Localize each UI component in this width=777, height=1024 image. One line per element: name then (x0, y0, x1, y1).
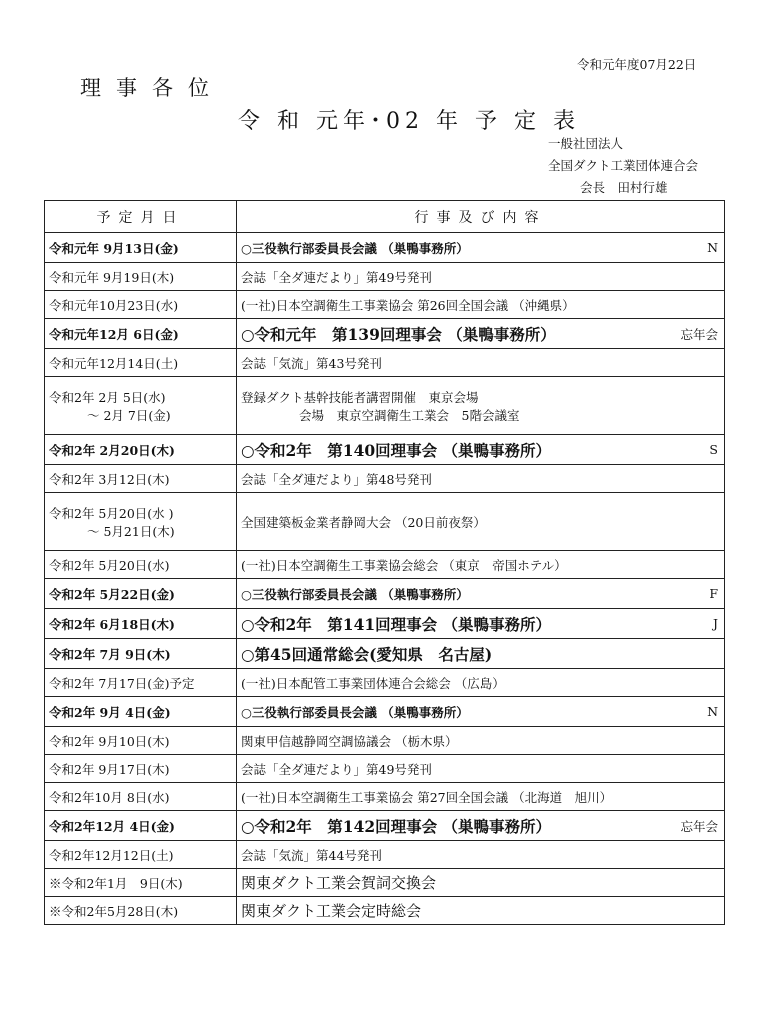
row-date-start: 令和2年 2月 5日(水) (49, 389, 166, 405)
row-event-lines (241, 788, 612, 806)
table-row (45, 609, 725, 639)
row-event-content (241, 643, 720, 665)
table-row (45, 811, 725, 841)
row-event (237, 291, 725, 319)
table-row (45, 579, 725, 609)
row-event-text: 会誌「全ダ連だより」第49号発刊 (241, 269, 432, 285)
row-event-text: ○三役執行部委員長会議 （巣鴨事務所） (241, 240, 469, 256)
row-event-text: 会誌「気流」第44号発刊 (241, 847, 382, 863)
row-event-content (241, 296, 720, 314)
row-event-lines (241, 439, 551, 461)
row-event-lines (241, 354, 382, 372)
table-row (45, 669, 725, 697)
row-event (237, 697, 725, 727)
row-mark: J (712, 616, 718, 631)
table-row (45, 233, 725, 263)
row-event-text: 会誌「全ダ連だより」第48号発刊 (241, 471, 432, 487)
row-date: 令和2年 5月22日(金) (45, 579, 237, 609)
row-event (237, 639, 725, 669)
row-date: 令和2年 2月20日(木) (45, 435, 237, 465)
row-mark: 忘年会 (680, 326, 718, 342)
row-event (237, 669, 725, 697)
table-row (45, 639, 725, 669)
row-event-content (241, 268, 720, 286)
row-event-text: 関東ダクト工業会定時総会 (241, 902, 422, 920)
document-title: 令 和 元年･02 年 予 定 表 (238, 109, 580, 134)
row-event (237, 609, 725, 639)
row-event-text: 関東甲信越静岡空調協議会 （栃木県） (241, 733, 458, 749)
row-event-content (241, 900, 720, 921)
row-date: ※令和2年1月 9日(木) (45, 869, 237, 897)
row-event-text: ○令和元年 第139回理事会 （巣鴨事務所） (241, 324, 556, 344)
row-event-lines (241, 846, 382, 864)
row-date: 令和2年 9月17日(木) (45, 755, 237, 783)
row-event-lines (241, 388, 519, 424)
row-event-content (241, 815, 720, 837)
row-event-lines (241, 323, 556, 345)
row-event (237, 897, 725, 925)
table-row (45, 755, 725, 783)
row-event-content (241, 556, 720, 574)
row-event-content (241, 613, 720, 635)
row-mark: F (709, 586, 718, 601)
row-event-content (241, 585, 720, 603)
table-row (45, 263, 725, 291)
row-event-text: 会誌「気流」第43号発刊 (241, 355, 382, 371)
table-row (45, 783, 725, 811)
table-row (45, 897, 725, 925)
schedule-rows (45, 233, 725, 925)
row-date: 令和元年12月 6日(金) (45, 319, 237, 349)
row-event (237, 579, 725, 609)
row-event-text: 登録ダクト基幹技能者講習開催 東京会場 (241, 389, 479, 405)
row-event (237, 493, 725, 551)
row-date (45, 377, 237, 435)
row-event-content (241, 732, 720, 750)
row-event-lines (241, 239, 469, 257)
row-event-content (241, 513, 720, 531)
row-event-text-2: 会場 東京空調衛生工業会 5階会議室 (299, 407, 520, 423)
row-event-text: ○三役執行部委員長会議 （巣鴨事務所） (241, 586, 469, 602)
row-event-lines (241, 268, 432, 286)
row-event (237, 841, 725, 869)
row-event-content (241, 674, 720, 692)
row-date: 令和2年 3月12日(木) (45, 465, 237, 493)
row-event (237, 233, 725, 263)
row-event-lines (241, 513, 486, 531)
row-event-text: ○第45回通常総会(愛知県 名古屋) (241, 644, 493, 664)
row-event (237, 263, 725, 291)
table-row (45, 841, 725, 869)
table-row (45, 319, 725, 349)
row-mark: N (707, 704, 718, 719)
row-date-end: ～ 2月 7日(金) (87, 407, 171, 423)
row-event (237, 727, 725, 755)
row-event-content (241, 760, 720, 778)
row-event-lines (241, 643, 492, 665)
row-event-text: ○令和2年 第141回理事会 （巣鴨事務所） (241, 614, 552, 634)
row-date: 令和2年 5月20日(水) (45, 551, 237, 579)
row-date: 令和2年10月 8日(水) (45, 783, 237, 811)
row-event-lines (241, 703, 469, 721)
row-event (237, 319, 725, 349)
table-row (45, 435, 725, 465)
recipient-heading: 理事各位 (80, 76, 224, 100)
table-row (45, 869, 725, 897)
row-event-lines (241, 815, 551, 837)
row-event (237, 755, 725, 783)
organization-block (548, 133, 698, 199)
row-mark: N (707, 240, 718, 255)
row-event-content (241, 846, 720, 864)
row-event-content (241, 323, 720, 345)
row-event-lines (241, 556, 567, 574)
row-event-text: ○令和2年 第142回理事会 （巣鴨事務所） (241, 816, 552, 836)
row-event-text: (一社)日本配管工事業団体連合会総会 （広島） (241, 675, 505, 691)
row-event-text: 全国建築板金業者静岡大会 （20日前夜祭） (241, 514, 486, 530)
row-event-lines (241, 470, 432, 488)
row-event-text: 関東ダクト工業会賀詞交換会 (241, 874, 437, 892)
table-header-row (45, 201, 725, 233)
row-date: 令和元年 9月19日(木) (45, 263, 237, 291)
row-event-content (241, 788, 720, 806)
row-date: 令和2年 9月10日(木) (45, 727, 237, 755)
row-mark: 忘年会 (680, 818, 718, 834)
row-event-content (241, 470, 720, 488)
row-date: 令和2年 7月17日(金)予定 (45, 669, 237, 697)
row-event-text: (一社)日本空調衛生工事業協会 第26回全国会議 （沖縄県） (241, 297, 575, 313)
org-chair: 会長 田村行雄 (580, 180, 668, 195)
row-date: 令和元年12月14日(土) (45, 349, 237, 377)
row-event-lines (241, 760, 432, 778)
row-event-lines (241, 732, 457, 750)
table-row (45, 349, 725, 377)
row-date-start: 令和2年 5月20日(水 ) (49, 505, 174, 521)
row-date: 令和2年 7月 9日(木) (45, 639, 237, 669)
table-row (45, 493, 725, 551)
row-date: 令和2年 9月 4日(金) (45, 697, 237, 727)
row-event-text: ○令和2年 第140回理事会 （巣鴨事務所） (241, 440, 552, 460)
row-event-text: (一社)日本空調衛生工事業協会 第27回全国会議 （北海道 旭川） (241, 789, 613, 805)
org-type: 一般社団法人 (548, 136, 624, 151)
table-row (45, 377, 725, 435)
row-event-text: ○三役執行部委員長会議 （巣鴨事務所） (241, 704, 469, 720)
row-event-lines (241, 585, 469, 603)
row-event-text: (一社)日本空調衛生工事業協会総会 （東京 帝国ホテル） (241, 557, 567, 573)
row-event (237, 551, 725, 579)
row-event (237, 811, 725, 841)
row-event-lines (241, 900, 421, 921)
row-date (45, 493, 237, 551)
row-date: 令和元年 9月13日(金) (45, 233, 237, 263)
table-row (45, 551, 725, 579)
row-date-end: ～ 5月21日(木) (87, 523, 175, 539)
row-date: ※令和2年5月28日(木) (45, 897, 237, 925)
schedule-table (44, 200, 725, 925)
row-event (237, 435, 725, 465)
row-event-content (241, 439, 720, 461)
org-name: 全国ダクト工業団体連合会 (548, 158, 699, 173)
row-event-content (241, 239, 720, 257)
row-date: 令和2年12月 4日(金) (45, 811, 237, 841)
table-row (45, 727, 725, 755)
row-event-lines (241, 674, 505, 692)
table-row (45, 291, 725, 319)
row-event-content (241, 354, 720, 372)
header-date: 予定月日 (45, 201, 237, 233)
row-date: 令和2年 6月18日(木) (45, 609, 237, 639)
row-event (237, 377, 725, 435)
row-mark: S (709, 442, 718, 457)
table-row (45, 465, 725, 493)
row-event-content (241, 388, 720, 424)
issue-date: 令和元年度07月22日 (577, 57, 697, 72)
header-event: 行事及び内容 (237, 201, 725, 233)
row-event-lines (241, 296, 575, 314)
row-date: 令和2年12月12日(土) (45, 841, 237, 869)
row-event (237, 869, 725, 897)
row-event-content (241, 703, 720, 721)
row-event (237, 465, 725, 493)
row-date: 令和元年10月23日(水) (45, 291, 237, 319)
row-event-content (241, 872, 720, 893)
row-event-lines (241, 872, 436, 893)
row-event (237, 783, 725, 811)
row-event (237, 349, 725, 377)
row-event-lines (241, 613, 551, 635)
table-row (45, 697, 725, 727)
row-event-text: 会誌「全ダ連だより」第49号発刊 (241, 761, 432, 777)
